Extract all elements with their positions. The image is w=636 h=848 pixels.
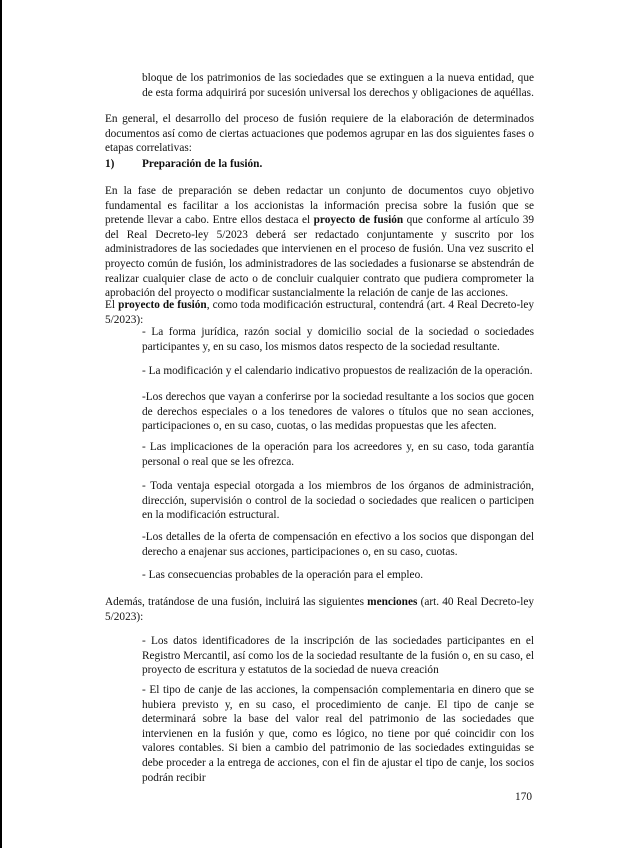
preparation-paragraph: En la fase de preparación se deben redactar un conjunto de documentos cuyo objetivo fundamental es facilitar a los accionistas la información precisa sobre la fusión que se pretende llevar a cabo. Entre ellos destaca el proyecto de fusión que conforme al artículo 39 del Real Decreto-ley 5/2023 deberá ser redactado conjuntamente y suscrito por los administradores de las sociedades que intervienen en el proceso de fusión. Una vez suscrito el proyecto común de fusión, los administradores de las sociedades a fusionarse se abstendrán de realizar cualquier clase de acto o de concluir cualquier contrato que pudiera comprometer la aprobación del proyecto o modificar sustancialmente la relación de canje de las acciones. [105,185,534,300]
proyecto-fusion-term: proyecto de fusión [313,214,404,227]
page-number: 170 [515,791,532,803]
general-paragraph: En general, el desarrollo del proceso de fusión requiere de la elaboración de determinados documentos así como de ciertas actuaciones que podemos agrupar en las dos siguientes fases o etapas correlativas: [105,113,534,155]
section-number: 1) [105,158,115,170]
list-item: - El tipo de canje de las acciones, la compensación complementaria en dinero que se hubiera previsto y, en su caso, el procedimiento de canje. El tipo de canje se determinará sobre la base del valor real del patrimonio de las sociedades que intervienen en la fusión y que, como es lógico, no tiene por qué coincidir con los valores contables. Si bien a cambio del patrimonio de las sociedades extinguidas se debe proceder a la entrega de acciones, con el fin de ajustar el tipo de canje, los socios podrán recibir [142,684,534,784]
section-title: Preparación de la fusión. [142,158,263,170]
document-page [2,0,636,848]
list-item: - Toda ventaja especial otorgada a los miembros de los órganos de administración, dirección, supervisión o control de la sociedad o sociedades que realicen o participen en la modificación estructural. [142,480,534,522]
list-item: - Los datos identificadores de la inscripción de las sociedades participantes en el Registro Mercantil, así como los de la sociedad resultante de la fusión o, en su caso, el proyecto de escritura y estatutos de la sociedad de nueva creación [142,635,534,677]
menciones-paragraph: Además, tratándose de una fusión, incluirá las siguientes menciones (art. 40 Real Decreto-ley 5/2023): [105,596,534,623]
menciones-term: menciones [367,596,418,608]
list-item: - Las consecuencias probables de la operación para el empleo. [142,569,424,581]
section-heading [105,157,262,172]
list-item: - Las implicaciones de la operación para los acreedores y, en su caso, toda garantía personal o real que se les ofrezca. [142,441,534,468]
list-item: -Los derechos que vayan a conferirse por la sociedad resultante a los socios que gocen de derechos especiales o a los tenedores de valores o títulos que no sean acciones, participaciones o, en su caso, cuotas, o las medidas propuestas que les afecten. [142,391,534,433]
list-item: - La modificación y el calendario indicativo propuestos de realización de la operación. [142,365,533,377]
proyecto-paragraph: El proyecto de fusión, como toda modificación estructural, contendrá (art. 4 Real Decreto-ley 5/2023): [105,299,535,326]
list-item: -Los detalles de la oferta de compensación en efectivo a los socios que dispongan del derecho a enajenar sus acciones, participaciones o, en su caso, cuotas. [142,531,534,558]
intro-continuation: bloque de los patrimonios de las sociedades que se extinguen a la nueva entidad, que de esta forma adquirirá por sucesión universal los derechos y obligaciones de aquéllas. [142,72,534,99]
list-item: - La forma jurídica, razón social y domicilio social de la sociedad o sociedades participantes y, en su caso, los mismos datos respecto de la sociedad resultante. [142,326,534,353]
proyecto-fusion-term: proyecto de fusión [118,299,207,311]
